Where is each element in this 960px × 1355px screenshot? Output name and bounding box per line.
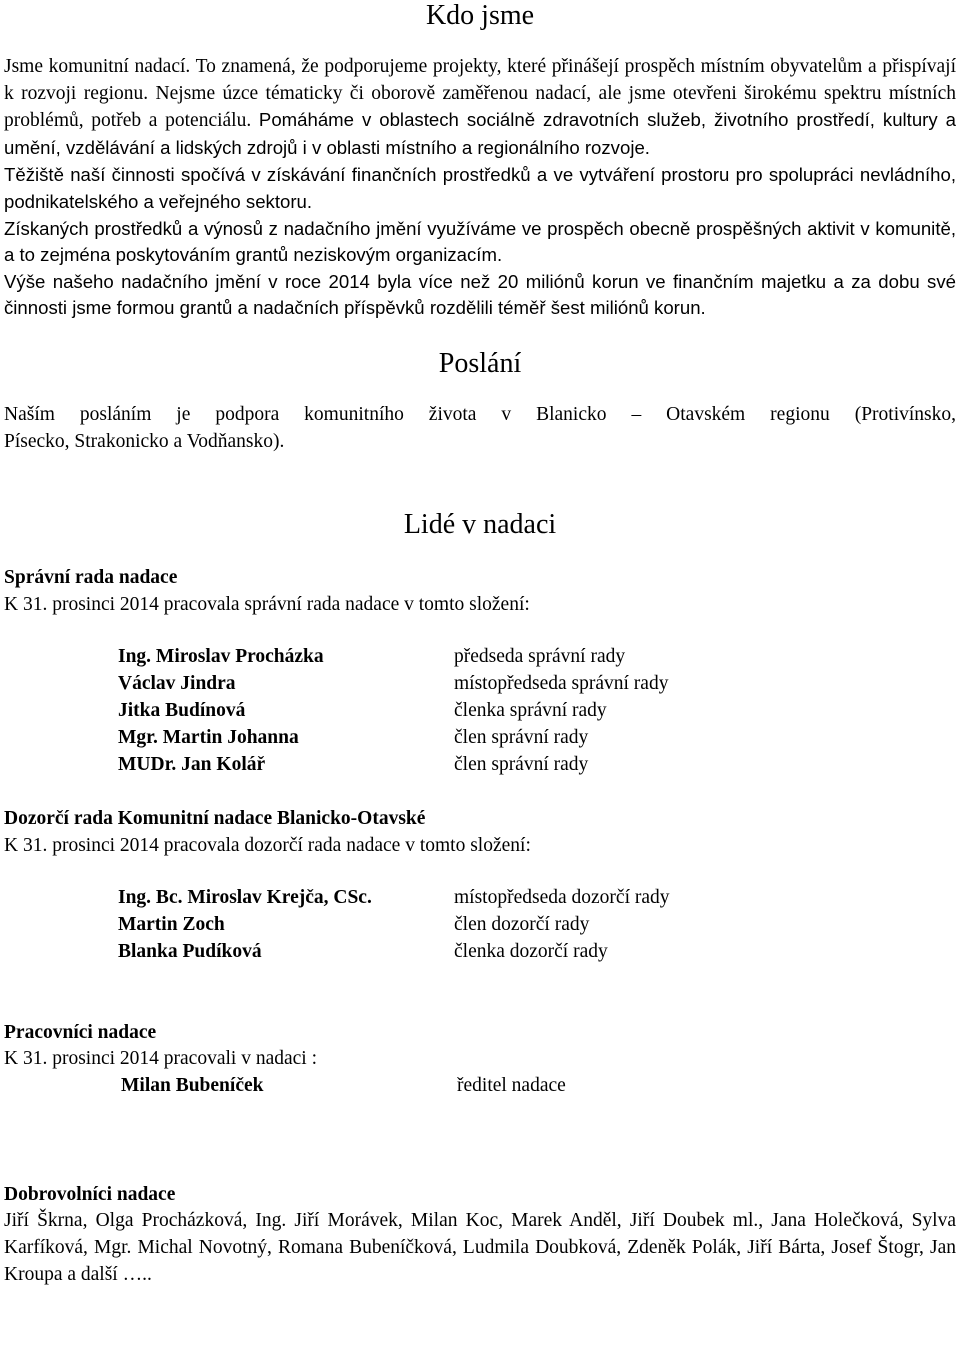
supervisory-section (4, 806, 956, 966)
member-name: MUDr. Jan Kolář (118, 753, 266, 775)
staff-intro: K 31. prosinci 2014 pracovali v nadaci : (4, 1048, 317, 1070)
member-role: členka správní rady (454, 699, 607, 721)
people-heading: Lidé v nadaci (403, 509, 557, 541)
member-role: ředitel nadace (457, 1075, 566, 1097)
mission-section (4, 348, 956, 455)
member-role: člen správní rady (454, 753, 589, 775)
people-section (4, 509, 956, 1288)
supervisory-members (4, 885, 956, 965)
supervisory-intro: K 31. prosinci 2014 pracovala dozorčí rada nadace v tomto složení: (4, 834, 531, 856)
intro-paragraph-1 (4, 54, 956, 162)
intro-paragraph-4: Výše našeho nadačního jmění v roce 2014 byla více než 20 miliónů korun ve finančním majetku a za dobu své činnosti jsme formou grantů a nadačních příspěvků rozdělili téměř šest miliónů korun. (4, 270, 956, 319)
board-members (4, 644, 956, 778)
board-member-row (118, 698, 956, 725)
board-member-row (118, 725, 956, 752)
member-name: Jitka Budínová (118, 699, 246, 721)
member-role: člen dozorčí rady (454, 914, 590, 936)
intro-paragraph-2: Těžiště naší činnosti spočívá v získávání finančních prostředků a ve vytváření prostoru pro spolupráci nevládního, podnikatelského a veřejného sektoru. (4, 164, 956, 212)
member-name: Blanka Pudíková (118, 941, 262, 963)
member-role: předseda správní rady (454, 646, 626, 668)
page-title: Kdo jsme (425, 0, 535, 31)
mission-text-line-1: Naším posláním je podpora komunitního života v Blanicko – Otavském regionu (Protivínsko, (4, 403, 956, 425)
staff-member-row (4, 1073, 956, 1100)
supervisory-member-row (118, 912, 956, 939)
volunteers-section (4, 1182, 956, 1288)
member-name: Ing. Miroslav Procházka (118, 646, 324, 668)
board-heading: Správní rada nadace (4, 567, 178, 589)
staff-section (4, 1020, 956, 1100)
member-name: Václav Jindra (118, 673, 236, 695)
board-intro: K 31. prosinci 2014 pracovala správní rada nadace v tomto složení: (4, 593, 530, 615)
member-name: Martin Zoch (118, 914, 225, 936)
member-role: místopředseda dozorčí rady (454, 887, 670, 909)
supervisory-heading: Dozorčí rada Komunitní nadace Blanicko-Otavské (4, 808, 426, 830)
volunteers-heading: Dobrovolníci nadace (4, 1183, 176, 1205)
mission-text-line-2: Písecko, Strakonicko a Vodňansko). (4, 430, 285, 452)
member-role: místopředseda správní rady (454, 673, 669, 695)
board-member-row (118, 752, 956, 779)
volunteers-text: Jiří Škrna, Olga Procházková, Ing. Jiří Morávek, Milan Koc, Marek Anděl, Jiří Doubek ml., Jana Holečková, Sylva Karfíková, Mgr. Michal Novotný, Romana Bubeníčková, Ludmila Doubková, Zdeněk Polák, Jiří Bárta, Josef Štogr, Jan Kroupa a další ….. (4, 1210, 956, 1285)
board-member-row (118, 644, 956, 671)
intro-section (4, 54, 956, 322)
member-role: členka dozorčí rady (454, 941, 608, 963)
mission-heading: Poslání (438, 347, 522, 379)
board-member-row (118, 671, 956, 698)
supervisory-member-row (118, 885, 956, 912)
member-name: Ing. Bc. Miroslav Krejča, CSc. (118, 887, 372, 909)
member-name: Mgr. Martin Johanna (118, 726, 299, 748)
board-section (4, 565, 956, 778)
supervisory-member-row (118, 939, 956, 966)
staff-heading: Pracovníci nadace (4, 1021, 157, 1043)
intro-text-sans: Pomáháme v oblastech sociálně zdravotních služeb, životního prostředí, kultury a umění, vzdělávání a lidských zdrojů i v oblasti místního a regionálního rozvoje. (4, 109, 956, 158)
member-name: Milan Bubeníček (121, 1075, 264, 1097)
intro-paragraph-3: Získaných prostředků a výnosů z nadačního jmění využíváme ve prospěch obecně prospěšných aktivit v komunitě, a to zejména poskytováním grantů neziskovým organizacím. (4, 217, 956, 266)
intro-text-serif: Jsme komunitní nadací. To znamená, že podporujeme projekty, které přinášejí prospěch místním obyvatelům a přispívají k rozvoji regionu. Nejsme úzce tématicky či oborově zaměřenou nadací, ale jsme otevřeni širokému spektru místních problémů, potřeb a potenciálu. (4, 56, 956, 132)
member-role: člen správní rady (454, 726, 589, 748)
